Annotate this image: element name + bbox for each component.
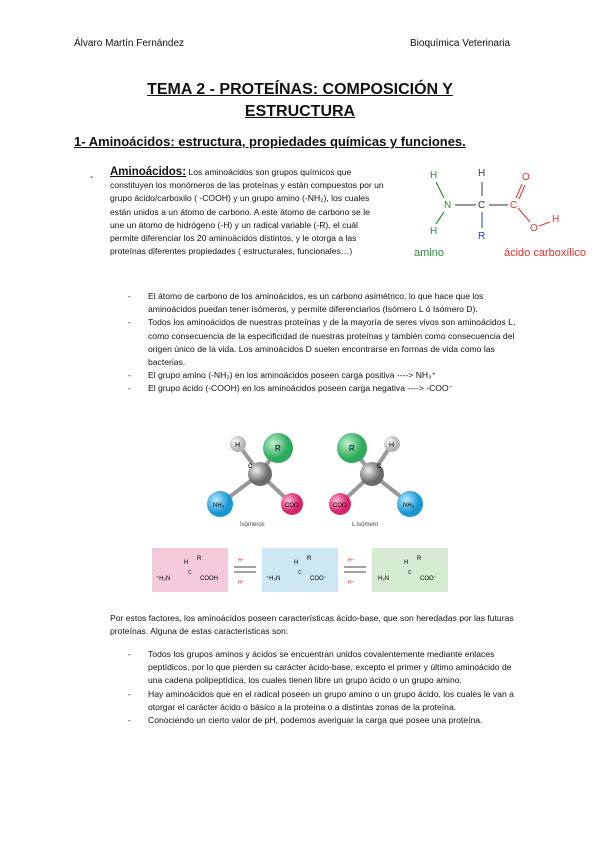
arrow2-top: H⁺ [348, 558, 355, 564]
intro-bullet-dash: - [90, 172, 94, 183]
molecule-left [207, 433, 303, 517]
arrow1-top: H⁺ [238, 558, 245, 564]
box3-r: R [417, 556, 422, 562]
molecule-right [329, 433, 423, 517]
box1-r: R [197, 556, 202, 562]
diagram-h-top-left: H [430, 170, 438, 181]
box2-right: COO⁻ [310, 576, 327, 582]
box1-left: ⁺H₃N [156, 576, 171, 582]
label-r: R [349, 444, 355, 453]
intro-paragraph [110, 166, 386, 258]
box2-h: H [294, 560, 299, 566]
diagram-o-top: O [522, 172, 530, 183]
list-item: - Todos los aminoácidos de nuestras proteínas y de la mayoría de seres vivos son aminoácidos L, como consecuencia de la especificidad de nuestras proteínas y también como consecuencia del origen único de la vida. Los aminoácidos D suelen encontrarse en formas de vida como las bacterias. [128, 316, 528, 369]
bond-h-n-2 [436, 212, 444, 224]
diagram-n: N [444, 200, 452, 211]
label-nh3: NH₃ [403, 503, 415, 509]
label-coo: COO [285, 503, 299, 509]
bond-o-h [539, 222, 550, 226]
list-item: - El átomo de carbono de los aminoácidos, es un carbono asimétrico, lo que hace que los aminoácidos puedan tener isómeros, y permite diferenciarlos (Isómero L ó Isómero D). [128, 290, 528, 316]
box2-r: R [307, 556, 312, 562]
isomers-3d-image [196, 428, 436, 532]
list-item: - Hay aminoácidos que en el radical poseen un grupo amino o un grupo ácido, los cuales le van a otorgar el carácter ácido o básico a la proteína o a distintas zonas de la proteína. [128, 688, 528, 714]
diagram-h-top: H [478, 168, 486, 179]
diagram-r: R [478, 231, 486, 242]
title-line-1: TEMA 2 - PROTEÍNAS: COMPOSICIÓN Y [147, 81, 453, 98]
course-name: Bioquímica Veterinaria [410, 38, 511, 49]
paragraph-acid-base: Por estos factores, los aminoácidos poseen características ácido-base, que son heredadas por las futuras proteínas. Alguna de estas características son: [110, 613, 514, 637]
box3-h: H [404, 560, 409, 566]
section-heading: 1- Aminoácidos: estructura, propiedades químicas y funciones. [74, 134, 466, 149]
caption-right: L isómero [352, 522, 379, 528]
list-item: - El grupo ácido (-COOH) en los aminoácidos poseen carga negativa ----> -COO⁻ [128, 382, 528, 395]
box1-c: C [188, 570, 192, 576]
diagram-c-carboxyl: C [510, 200, 518, 211]
label-c: C [248, 464, 253, 470]
arrow1-bottom: H⁺ [238, 580, 245, 586]
label-h: H [389, 442, 395, 449]
arrow2-bottom: H⁺ [348, 580, 355, 586]
box2-c: C [298, 570, 302, 576]
intro-text: Los aminoácidos son grupos químicos que constituyen los monómeros de las proteínas y están compuestos por un grupo ácido/carboxilo ( -COOH) y un grupo amino (-NH₂), los cuales están unidos a un átomo de carbono. A este átomo de carbono se le une un átomo de hidrógeno (-H) y un radical variable (-R), el cuál permite diferenciar los 20 aminoácidos distintos, y le otorga a las proteínas diferentes propiedades ( estructurales, funcionales…) [110, 167, 384, 257]
box3-right: COO⁻ [420, 576, 437, 582]
intro-lead: Aminoácidos: [110, 166, 187, 178]
label-coo: COO [333, 503, 347, 509]
box3-left: H₂N [378, 576, 389, 582]
diagram-amino-label: amino [414, 247, 444, 259]
diagram-h-acid: H [552, 214, 560, 225]
label-r: R [275, 444, 281, 453]
properties-list [128, 290, 528, 396]
label-h: H [235, 442, 241, 449]
characteristics-list [128, 648, 528, 727]
bond-c-o-single [518, 208, 530, 222]
amino-acid-structure-diagram [410, 160, 590, 264]
box1-h: H [184, 560, 189, 566]
bond-c-o-double-2 [519, 185, 525, 199]
author-name: Álvaro Martín Fernández [74, 38, 185, 49]
diagram-o-bottom: O [530, 223, 538, 234]
title-line-2: ESTRUCTURA [244, 103, 356, 120]
box2-left: ⁺H₃N [266, 576, 281, 582]
list-item: - El grupo amino (-NH₂) en los aminoácidos poseen carga positiva ----> NH₃⁺ [128, 369, 528, 382]
caption-left: Isómeros [240, 522, 265, 528]
box3-c: C [408, 570, 412, 576]
label-c: C [377, 464, 382, 470]
box1-right: COOH [200, 576, 218, 582]
bond-h-n-1 [436, 182, 444, 198]
list-item: - Todos los grupos aminos y ácidos se encuentran unidos covalentemente mediante enlaces peptídicos, por lo que pierden su carácter ácido-base, excepto el primer y último aminoácido de una cadena polipeptídica, los cuales tienen libre un grupo ácido o un grupo amino. [128, 648, 528, 688]
label-nh3: NH₃ [213, 503, 225, 509]
page-title [0, 79, 600, 123]
diagram-c-alpha: C [478, 200, 486, 211]
list-item: - Conociendo un cierto valor de pH, podemos averiguar la carga que posee una proteína. [128, 714, 528, 727]
acid-base-equilibrium [150, 546, 450, 596]
diagram-h-bottom-left: H [430, 226, 438, 237]
diagram-acid-label: ácido carboxílico [504, 247, 586, 259]
bond-c-o-double-1 [516, 184, 522, 198]
